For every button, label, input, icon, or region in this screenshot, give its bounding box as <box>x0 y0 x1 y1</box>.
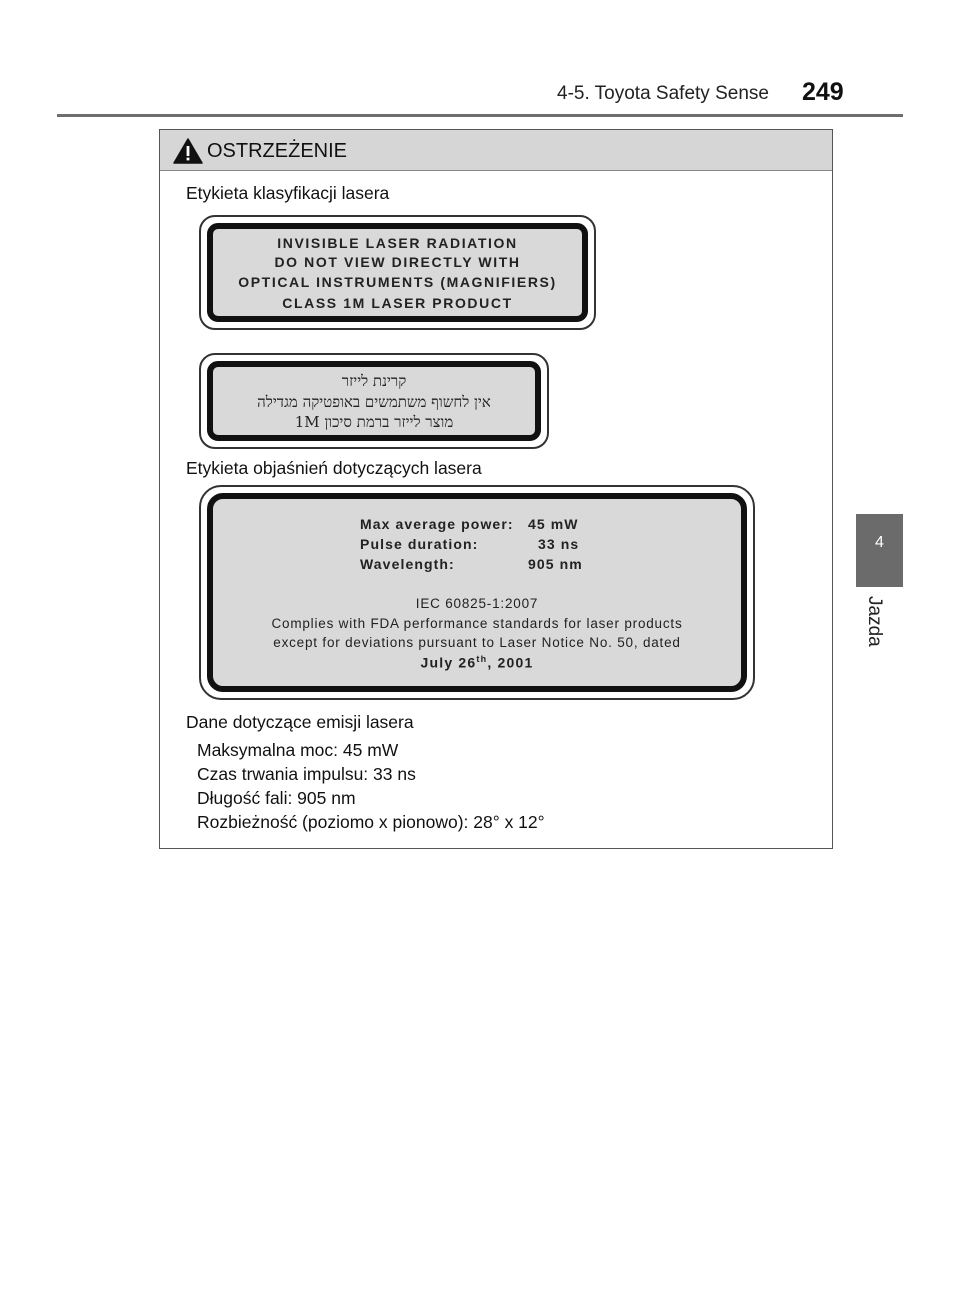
compliance-date <box>213 654 741 671</box>
english-laser-label <box>199 215 596 330</box>
compliance-line: Complies with FDA performance standards for laser products <box>271 616 683 631</box>
spec-row <box>360 536 620 552</box>
chapter-tab[interactable] <box>856 514 903 587</box>
warning-triangle-icon <box>173 138 203 164</box>
hebrew-label-line: קרינת לייזר <box>341 372 407 390</box>
section-title: 4-5. Toyota Safety Sense <box>557 83 769 104</box>
compliance-standard: IEC 60825-1:2007 <box>415 596 539 611</box>
spec-name: Wavelength: <box>360 556 455 572</box>
page-number: 249 <box>802 78 844 106</box>
hebrew-laser-label <box>199 353 549 449</box>
chapter-title: Jazda <box>864 596 885 647</box>
spec-value: 45 mW <box>528 516 579 532</box>
hebrew-label-line: מוצר לייזר ברמת סיכון 1M <box>294 413 454 431</box>
spec-value: 905 nm <box>528 556 583 572</box>
emission-item: Rozbieżność (poziomo x pionowo): 28° x 12° <box>197 812 545 832</box>
spec-row <box>360 516 620 532</box>
emission-caption: Dane dotyczące emisji lasera <box>186 712 414 732</box>
spec-name: Pulse duration: <box>360 536 479 552</box>
chapter-title-vertical <box>842 596 900 654</box>
emission-item: Maksymalna moc: 45 mW <box>197 740 399 760</box>
english-label-line: DO NOT VIEW DIRECTLY WITH <box>274 254 521 270</box>
english-label-line: CLASS 1M LASER PRODUCT <box>282 295 513 311</box>
date-suffix-superscript: th <box>476 654 488 664</box>
warning-title: OSTRZEŻENIE <box>207 140 348 162</box>
date-year: , 2001 <box>487 654 534 671</box>
classification-caption: Etykieta klasyfikacji lasera <box>186 183 390 203</box>
warning-header <box>160 130 832 171</box>
emission-item: Czas trwania impulsu: 33 ns <box>197 764 416 784</box>
explanation-caption: Etykieta objaśnień dotyczących lasera <box>186 458 482 478</box>
date-prefix: July 26 <box>420 654 477 671</box>
chapter-number: 4 <box>875 534 884 551</box>
header-divider <box>57 114 903 117</box>
hebrew-label-line: אין לחשוף משתמשים באופטיקה מגדילה <box>257 393 491 411</box>
spec-name: Max average power: <box>360 516 514 532</box>
explanatory-laser-label <box>199 485 755 700</box>
spec-row <box>360 556 620 572</box>
spec-value: 33 ns <box>538 536 580 552</box>
english-label-line: OPTICAL INSTRUMENTS (MAGNIFIERS) <box>238 274 557 290</box>
compliance-line: except for deviations pursuant to Laser Notice No. 50, dated <box>273 635 681 650</box>
emission-item: Długość fali: 905 nm <box>197 788 356 808</box>
english-label-line: INVISIBLE LASER RADIATION <box>277 235 518 251</box>
